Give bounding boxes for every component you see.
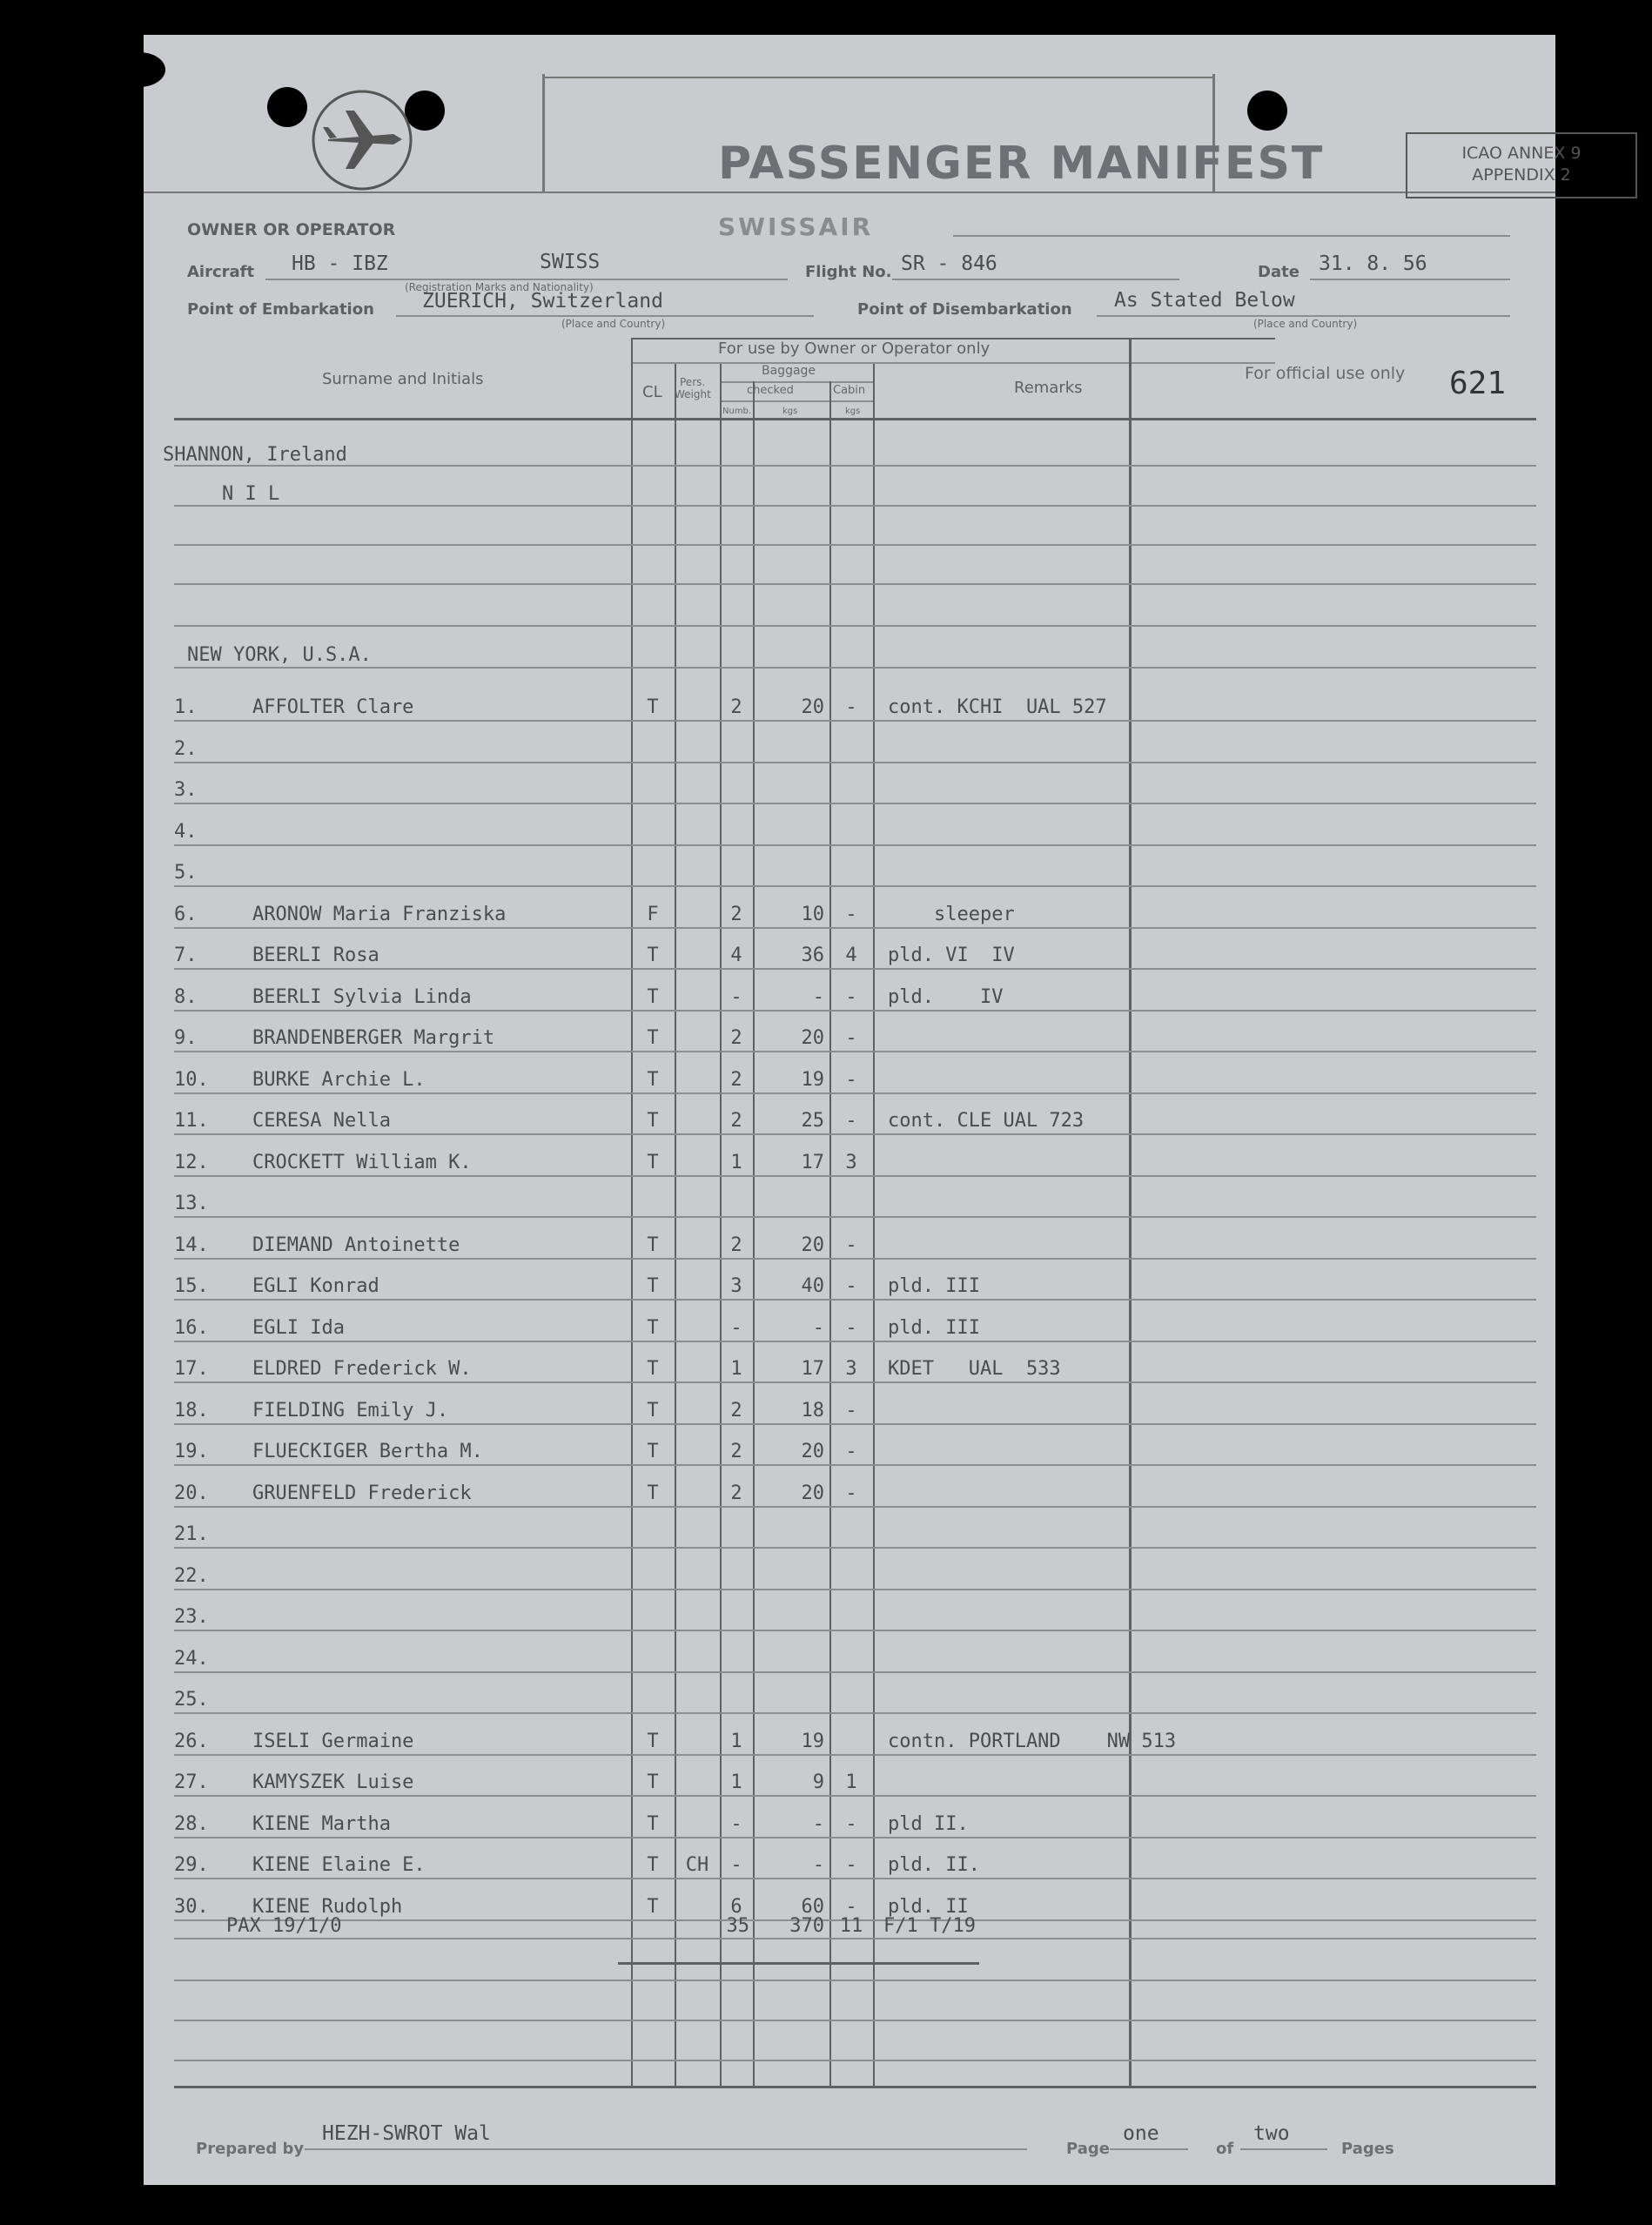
baggage-count: - (730, 1317, 742, 1339)
row-number: 16. (174, 1317, 209, 1339)
passenger-name: ELDRED Frederick W. (252, 1358, 472, 1380)
row-rule (174, 1547, 1536, 1549)
checked-kgs: 19 (801, 1731, 824, 1752)
passenger-name: GRUENFELD Frederick (252, 1482, 472, 1504)
baggage-count: 2 (730, 1069, 742, 1091)
document-title: PASSENGER MANIFEST (718, 138, 1325, 190)
row-number: 18. (174, 1400, 209, 1422)
checked-kgs: - (812, 1813, 824, 1835)
checked-kgs: 19 (801, 1069, 824, 1091)
passenger-class: T (647, 1441, 659, 1462)
row-rule (174, 1795, 1536, 1797)
row-rule (174, 1216, 1536, 1218)
owner-label: OWNER OR OPERATOR (187, 220, 396, 239)
row-number: 3. (174, 779, 198, 801)
official-stamp-number: 621 (1449, 366, 1507, 401)
punch-hole (1247, 91, 1287, 131)
surname-column-header: Surname and Initials (322, 370, 484, 388)
cabin-kgs: 4 (845, 944, 857, 966)
total-cabin-kgs: 11 (839, 1915, 863, 1937)
baggage-count: - (730, 1854, 742, 1876)
cabin-kgs: 3 (845, 1358, 857, 1380)
disembarkation-label: Point of Disembarkation (857, 300, 1072, 319)
icao-annex-label: ICAO ANNEX 9 (1461, 144, 1581, 163)
cabin-header: Cabin (833, 384, 866, 397)
passenger-class: T (647, 986, 659, 1008)
row-rule (174, 720, 1536, 722)
passenger-name: FIELDING Emily J. (252, 1400, 449, 1422)
baggage-count: 2 (730, 1482, 742, 1504)
checked-kgs: 10 (801, 904, 824, 925)
number-header: Numb. (722, 407, 752, 416)
row-rule (174, 1423, 1536, 1425)
owner-use-header: For use by Owner or Operator only (718, 339, 991, 358)
row-rule (174, 1589, 1536, 1590)
aircraft-nationality: SWISS (540, 251, 601, 273)
passenger-name: CROCKETT William K. (252, 1152, 472, 1173)
passenger-name: ISELI Germaine (252, 1731, 414, 1752)
flight-number: SR - 846 (901, 252, 997, 275)
passenger-class: T (647, 944, 659, 966)
row-number: 5. (174, 862, 198, 884)
row-number: 12. (174, 1152, 209, 1173)
official-use-header: For official use only (1245, 364, 1406, 383)
passenger-name: EGLI Ida (252, 1317, 345, 1339)
row-rule (174, 885, 1536, 887)
passenger-name: KIENE Martha (252, 1813, 391, 1835)
passenger-name: DIEMAND Antoinette (252, 1234, 460, 1256)
passenger-class: T (647, 1482, 659, 1504)
passenger-class: T (647, 1152, 659, 1173)
cabin-kgs: - (845, 1441, 857, 1462)
row-rule (174, 762, 1536, 763)
row-rule (174, 803, 1536, 804)
row-number: 27. (174, 1771, 209, 1793)
row-number: 7. (174, 944, 198, 966)
baggage-count: 2 (730, 1110, 742, 1132)
checked-kgs: - (812, 1854, 824, 1876)
flight-label: Flight No. (805, 263, 892, 281)
row-number: 22. (174, 1565, 209, 1587)
punch-hole (113, 52, 165, 87)
row-rule (174, 1837, 1536, 1838)
disembarkation-note: (Place and Country) (1253, 318, 1358, 330)
row-number: 11. (174, 1110, 209, 1132)
passenger-name: BURKE Archie L. (252, 1069, 426, 1091)
passenger-name: CERESA Nella (252, 1110, 391, 1132)
cabin-kgs: - (845, 696, 857, 718)
row-number: 20. (174, 1482, 209, 1504)
passenger-name: BRANDENBERGER Margrit (252, 1027, 495, 1049)
baggage-count: 1 (730, 1771, 742, 1793)
checked-kgs: 17 (801, 1152, 824, 1173)
passenger-name: FLUECKIGER Bertha M. (252, 1441, 483, 1462)
remarks: sleeper (888, 904, 1015, 925)
row-number: 29. (174, 1854, 209, 1876)
checked-kgs: 9 (812, 1771, 824, 1793)
row-number: 19. (174, 1441, 209, 1462)
icao-reference-box (1406, 132, 1637, 198)
pax-total: PAX 19/1/0 (226, 1915, 342, 1937)
checked-kgs: 25 (801, 1110, 824, 1132)
manifest-sheet (144, 35, 1581, 2185)
embarkation-label: Point of Embarkation (187, 300, 374, 319)
embarkation-note: (Place and Country) (561, 318, 666, 330)
row-number: 15. (174, 1275, 209, 1297)
row-number: 30. (174, 1896, 209, 1918)
remarks: pld. IV (888, 986, 1004, 1008)
passenger-class: T (647, 1358, 659, 1380)
row-number: 8. (174, 986, 198, 1008)
checked-kgs: 20 (801, 1234, 824, 1256)
row-number: 17. (174, 1358, 209, 1380)
row-number: 23. (174, 1606, 209, 1628)
kgs-cabin-header: kgs (845, 407, 861, 416)
nil-entry: N I L (222, 483, 280, 505)
checked-kgs: 20 (801, 1482, 824, 1504)
baggage-count: 2 (730, 1400, 742, 1422)
baggage-count: 1 (730, 1358, 742, 1380)
baggage-count: 2 (730, 904, 742, 925)
remarks: pld. II. (888, 1854, 980, 1876)
flight-date: 31. 8. 56 (1319, 252, 1427, 275)
checked-kgs: 20 (801, 696, 824, 718)
passenger-name: AFFOLTER Clare (252, 696, 414, 718)
passenger-class: T (647, 1069, 659, 1091)
airline-name: SWISSAIR (718, 212, 874, 241)
row-number: 10. (174, 1069, 209, 1091)
baggage-count: 2 (730, 696, 742, 718)
total-class-split: F/1 T/19 (883, 1915, 976, 1937)
cabin-kgs: - (845, 904, 857, 925)
baggage-count: 2 (730, 1234, 742, 1256)
passenger-name: ARONOW Maria Franziska (252, 904, 507, 925)
cabin-kgs: - (845, 1027, 857, 1049)
row-number: 26. (174, 1731, 209, 1752)
remarks: cont. CLE UAL 723 (888, 1110, 1085, 1132)
cabin-kgs: - (845, 1896, 857, 1918)
row-rule (174, 1630, 1536, 1631)
row-number: 14. (174, 1234, 209, 1256)
row-number: 2. (174, 738, 198, 760)
passenger-name: KAMYSZEK Luise (252, 1771, 414, 1793)
page-number: one (1123, 2122, 1159, 2145)
cabin-kgs: - (845, 1234, 857, 1256)
row-rule (174, 1754, 1536, 1756)
baggage-count: 1 (730, 1731, 742, 1752)
row-rule (174, 1092, 1536, 1094)
row-rule (174, 968, 1536, 970)
airplane-logo-icon (311, 89, 413, 192)
checked-kgs: 40 (801, 1275, 824, 1297)
passenger-name: BEERLI Rosa (252, 944, 379, 966)
row-rule (174, 1051, 1536, 1052)
of-label: of (1216, 2140, 1234, 2158)
row-rule (174, 1712, 1536, 1714)
remarks: pld. VI IV (888, 944, 1015, 966)
page-label: Page (1066, 2140, 1110, 2158)
remarks: pld. II (888, 1896, 969, 1918)
cabin-kgs: - (845, 1813, 857, 1835)
cabin-kgs: - (845, 1069, 857, 1091)
cabin-kgs: - (845, 1110, 857, 1132)
passenger-name: KIENE Elaine E. (252, 1854, 426, 1876)
remarks-header: Remarks (1014, 379, 1083, 397)
registration-note: (Registration Marks and Nationality) (405, 281, 594, 293)
row-rule (174, 1878, 1536, 1879)
passenger-class: T (647, 1110, 659, 1132)
passenger-class: T (647, 1731, 659, 1752)
row-number: 6. (174, 904, 198, 925)
row-number: 13. (174, 1193, 209, 1214)
checked-kgs: 17 (801, 1358, 824, 1380)
aircraft-label: Aircraft (187, 263, 255, 281)
cabin-kgs: - (845, 1482, 857, 1504)
passenger-class: T (647, 1771, 659, 1793)
row-rule (174, 1671, 1536, 1673)
row-rule (174, 1506, 1536, 1508)
checked-kgs: 60 (801, 1896, 824, 1918)
checked-kgs: 36 (801, 944, 824, 966)
total-checked-kgs: 370 (789, 1915, 824, 1937)
row-rule (174, 1381, 1536, 1383)
pages-label: Pages (1341, 2140, 1394, 2158)
class-column-header: CL (642, 383, 662, 401)
passenger-class: T (647, 1896, 659, 1918)
total-pages: two (1253, 2122, 1290, 2145)
remarks: pld. III (888, 1275, 980, 1297)
aircraft-registration: HB - IBZ (292, 252, 388, 275)
row-rule (174, 927, 1536, 929)
baggage-count: 4 (730, 944, 742, 966)
cabin-kgs: - (845, 1317, 857, 1339)
baggage-count: 2 (730, 1441, 742, 1462)
passenger-name: KIENE Rudolph (252, 1896, 403, 1918)
punch-hole (267, 87, 307, 127)
checked-kgs: - (812, 986, 824, 1008)
passenger-class: T (647, 1813, 659, 1835)
row-rule (174, 1464, 1536, 1466)
remarks: cont. KCHI UAL 527 (888, 696, 1107, 718)
cabin-kgs: - (845, 1275, 857, 1297)
embarkation-value: ZUERICH, Switzerland (422, 290, 663, 313)
passenger-class: T (647, 1027, 659, 1049)
row-number: 1. (174, 696, 198, 718)
checked-kgs: 18 (801, 1400, 824, 1422)
row-rule (174, 1133, 1536, 1135)
disembarkation-value: As Stated Below (1114, 289, 1295, 312)
icao-appendix-label: APPENDIX 2 (1472, 165, 1571, 185)
passenger-class: T (647, 1317, 659, 1339)
row-rule (174, 1175, 1536, 1177)
cabin-kgs: - (845, 1854, 857, 1876)
cabin-kgs: 1 (845, 1771, 857, 1793)
baggage-header: Baggage (762, 364, 816, 378)
passenger-class: T (647, 696, 659, 718)
remarks: pld II. (888, 1813, 969, 1835)
baggage-count: 3 (730, 1275, 742, 1297)
row-rule (174, 1299, 1536, 1301)
passenger-class: T (647, 1275, 659, 1297)
row-number: 25. (174, 1689, 209, 1711)
row-rule (174, 1258, 1536, 1260)
passenger-class: T (647, 1400, 659, 1422)
remarks: pld. III (888, 1317, 980, 1339)
prepared-by-label: Prepared by (196, 2140, 305, 2158)
stop-shannon: SHANNON, Ireland (163, 444, 347, 466)
personal-weight: CH (685, 1854, 709, 1876)
remarks: contn. PORTLAND NW 513 (888, 1731, 1177, 1752)
checked-kgs: 20 (801, 1027, 824, 1049)
stop-new-york: NEW YORK, U.S.A. (187, 644, 372, 666)
checked-header: checked (747, 384, 794, 397)
cabin-kgs: 3 (845, 1152, 857, 1173)
row-rule (174, 1010, 1536, 1012)
passenger-class: F (647, 904, 659, 925)
cabin-kgs: - (845, 1400, 857, 1422)
personal-weight-header-2: Weight (675, 388, 711, 400)
row-number: 4. (174, 821, 198, 843)
cabin-kgs: - (845, 986, 857, 1008)
passenger-name: BEERLI Sylvia Linda (252, 986, 472, 1008)
prepared-by-value: HEZH-SWROT Wal (322, 2122, 491, 2145)
row-rule (174, 1341, 1536, 1342)
row-number: 21. (174, 1523, 209, 1545)
baggage-count: - (730, 1813, 742, 1835)
total-baggage-count: 35 (726, 1915, 749, 1937)
kgs-checked-header: kgs (782, 407, 798, 416)
date-label: Date (1258, 263, 1299, 281)
baggage-count: - (730, 986, 742, 1008)
row-rule (174, 844, 1536, 846)
baggage-count: 1 (730, 1152, 742, 1173)
baggage-count: 2 (730, 1027, 742, 1049)
row-number: 28. (174, 1813, 209, 1835)
personal-weight-header-1: Pers. (680, 376, 706, 388)
checked-kgs: 20 (801, 1441, 824, 1462)
row-number: 24. (174, 1648, 209, 1670)
passenger-name: EGLI Konrad (252, 1275, 379, 1297)
passenger-class: T (647, 1234, 659, 1256)
remarks: KDET UAL 533 (888, 1358, 1061, 1380)
passenger-class: T (647, 1854, 659, 1876)
baggage-count: 6 (730, 1896, 742, 1918)
checked-kgs: - (812, 1317, 824, 1339)
row-number: 9. (174, 1027, 198, 1049)
